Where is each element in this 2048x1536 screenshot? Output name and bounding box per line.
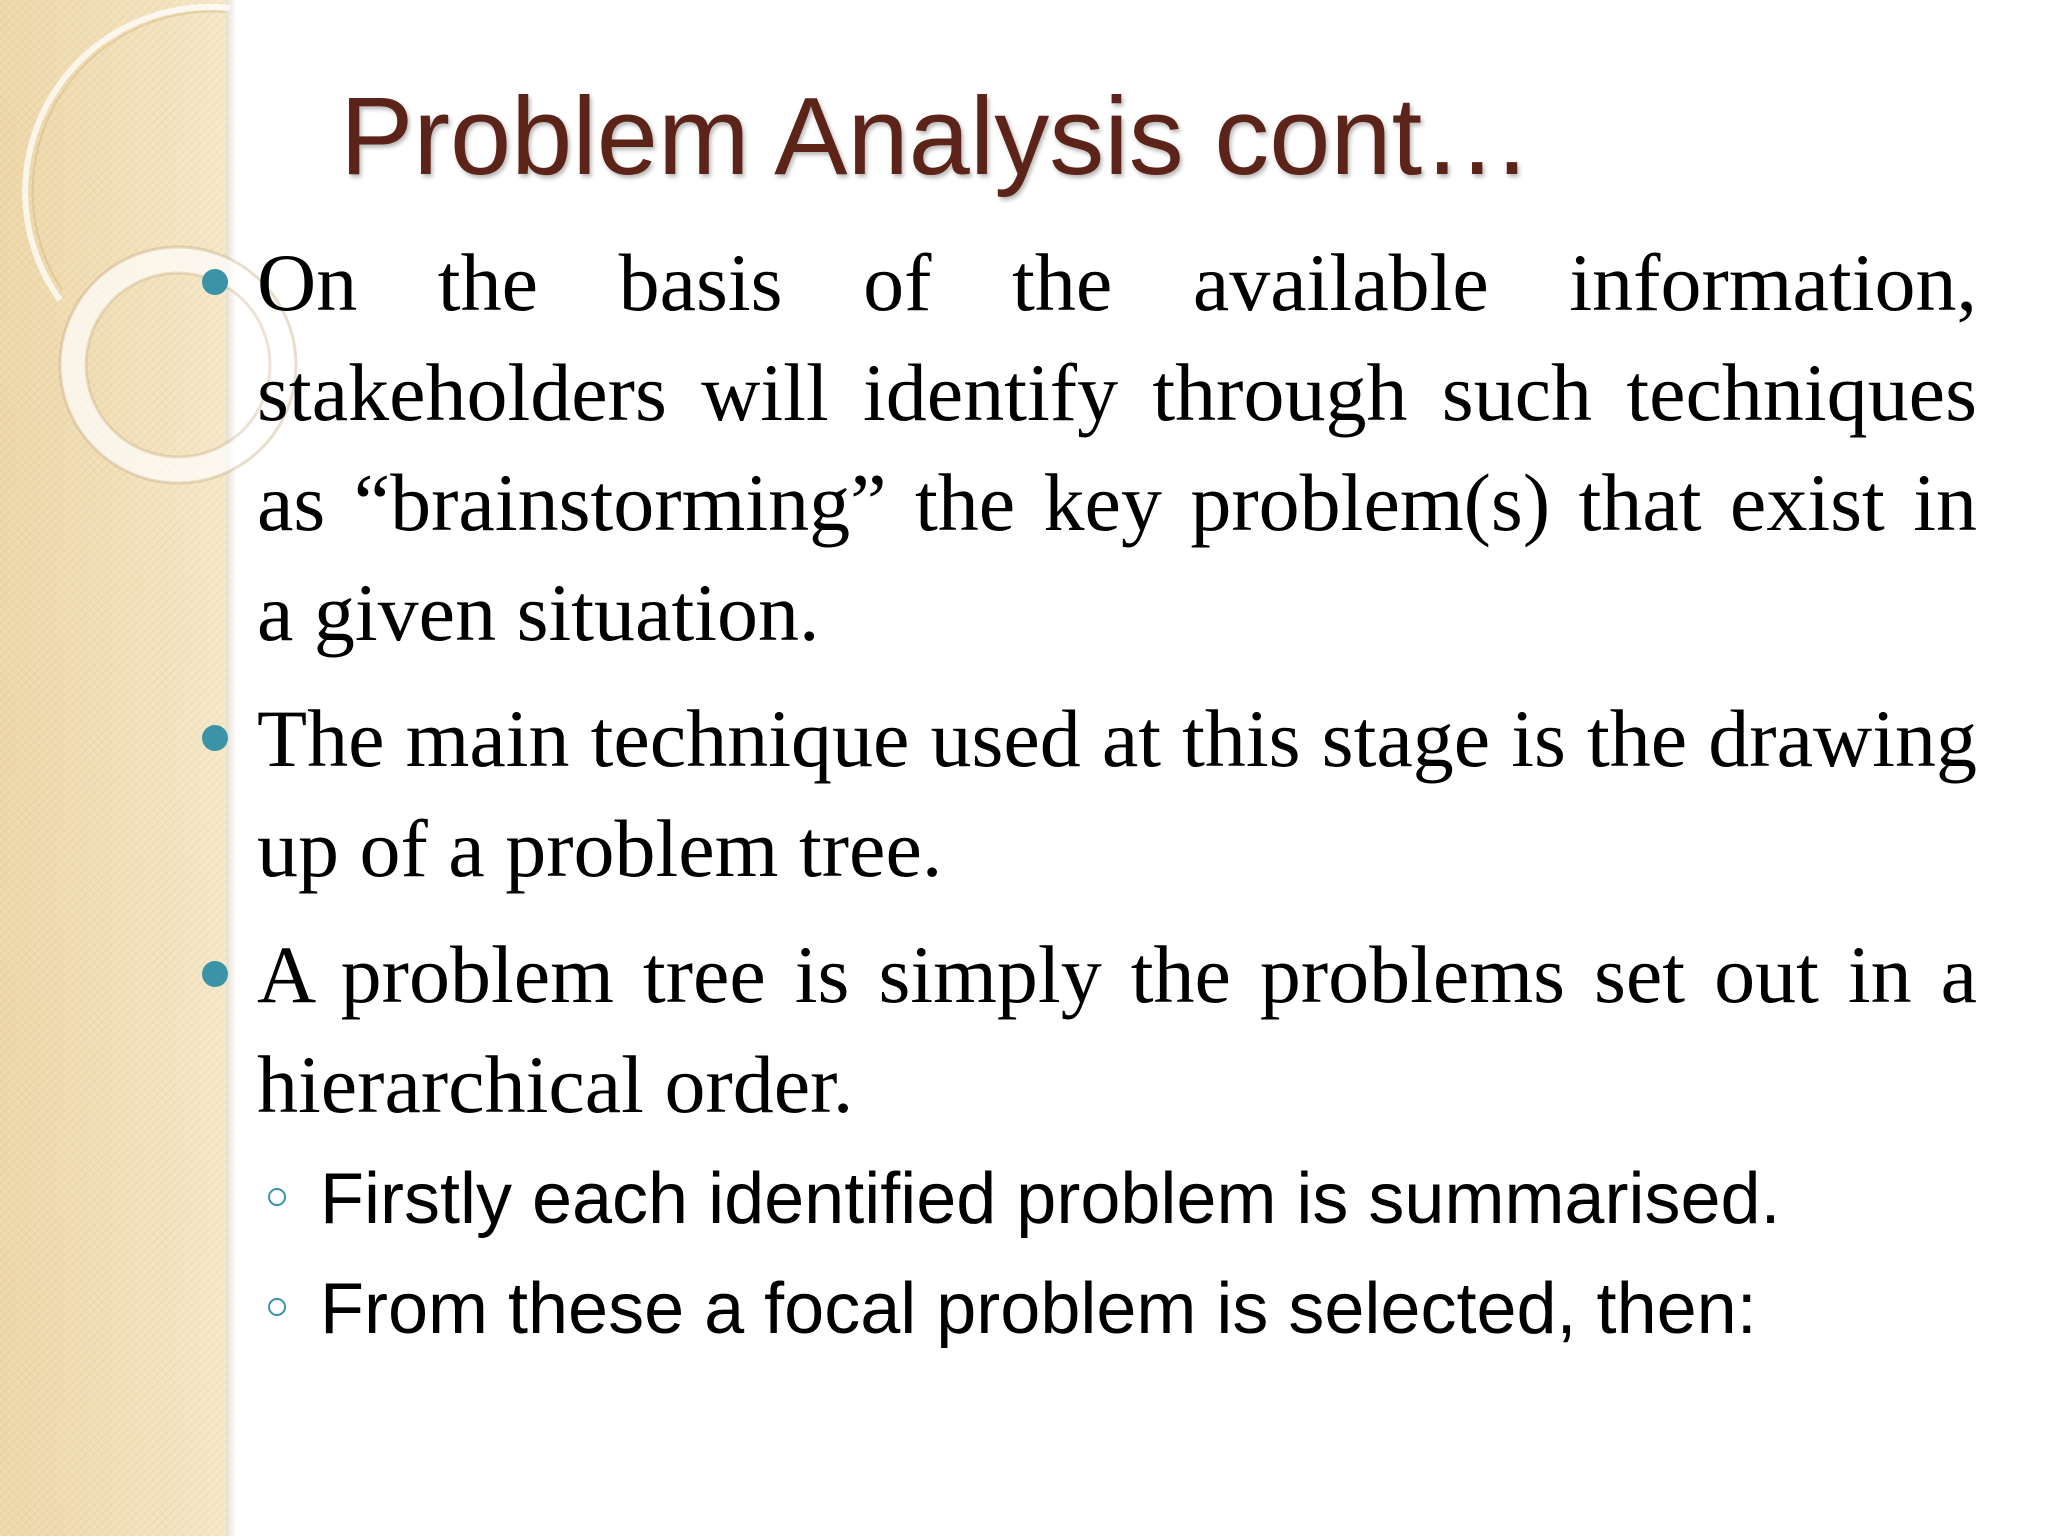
sub-bullet-text: Firstly each identified problem is summarised. <box>320 1159 1781 1239</box>
bullet-item <box>200 920 1977 1140</box>
bullet-text: The main technique used at this stage is the drawing up of a problem tree. <box>257 693 1977 894</box>
hollow-circle-bullet-icon <box>268 1298 286 1316</box>
sub-bullet-text: From these a focal problem is selected, then: <box>320 1269 1757 1349</box>
bullet-list <box>200 228 1977 1156</box>
sub-bullet-item <box>264 1144 1984 1254</box>
bullet-dot-icon <box>202 725 228 751</box>
bullet-dot-icon <box>202 961 228 987</box>
sub-bullet-list <box>264 1144 1984 1364</box>
bullet-text: A problem tree is simply the problems set out in a hierarchical order. <box>257 929 1977 1130</box>
hollow-circle-bullet-icon <box>268 1188 286 1206</box>
bullet-text: On the basis of the available information, stakeholders will identify through such techniques as “brainstorming” the key problem(s) that exist in a given situation. <box>257 237 1977 658</box>
bullet-dot-icon <box>202 269 228 295</box>
slide-title: Problem Analysis cont… <box>340 75 1533 198</box>
sub-bullet-item <box>264 1254 1984 1364</box>
bullet-item <box>200 684 1977 904</box>
bullet-item <box>200 228 1977 668</box>
